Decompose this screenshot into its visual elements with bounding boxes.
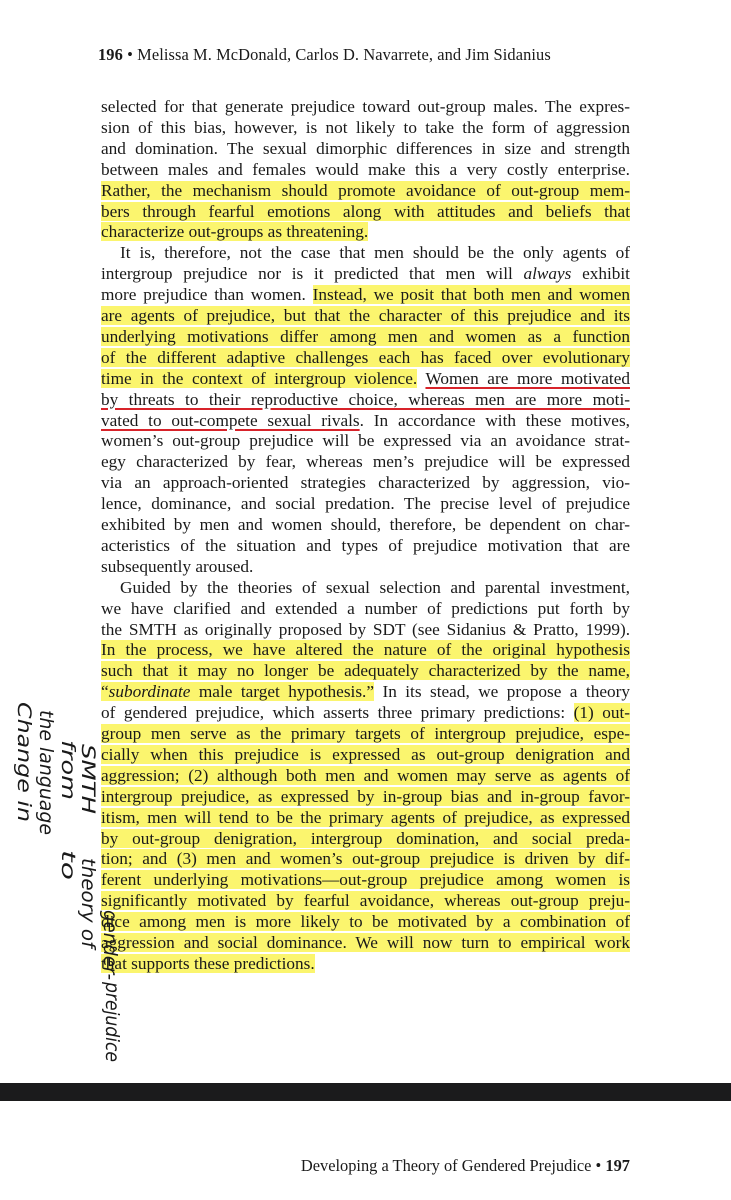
italic-text: always	[523, 264, 572, 284]
text-line	[101, 160, 630, 180]
text-line	[101, 933, 630, 953]
text-line	[101, 599, 630, 619]
text-line	[101, 139, 630, 159]
highlighted-text: by out-group denigration, intergroup domination, and social preda-	[101, 828, 630, 848]
highlighted-text: “	[101, 682, 109, 702]
highlighted-text: aggression; (2) although both men and women may serve as agents of	[101, 765, 630, 785]
text-line	[101, 118, 630, 138]
highlighted-text: Rather, the mechanism should promote avoidance of out-group mem-	[101, 180, 630, 200]
handwritten-note-line: Change in	[13, 702, 35, 799]
text-run: the SMTH as originally proposed by SDT (see Sidanius & Pratto, 1999).	[101, 619, 630, 639]
text-run: acteristics of the situation and types of prejudice motivation that are	[101, 535, 630, 555]
highlighted-text: In the process, we have altered the nature of the original hypothesis	[101, 640, 630, 660]
text-line	[101, 620, 630, 640]
handwritten-note-line: the language	[35, 710, 57, 836]
text-line	[101, 557, 630, 577]
text-line	[101, 849, 630, 869]
highlighted-text: Instead, we posit that both men and women	[312, 285, 630, 305]
highlighted-italic-text: subordinate	[108, 682, 191, 702]
footer-title: Developing a Theory of Gendered Prejudice	[300, 1156, 592, 1175]
text-line	[101, 829, 630, 849]
running-foot	[301, 1156, 630, 1176]
text-line	[120, 578, 630, 598]
text-line	[101, 431, 630, 451]
text-line	[101, 808, 630, 828]
text-run: In its stead, we propose a theory	[374, 682, 630, 702]
text-line	[101, 327, 630, 347]
text-run: and domination. The sexual dimorphic differences in size and strength	[101, 138, 630, 158]
footer-page-number: 197	[605, 1156, 630, 1175]
highlighted-text: intergroup prejudice, as expressed by in-group bias and in-group favor-	[101, 786, 630, 806]
text-run: intergroup prejudice nor is it predicted that men will	[101, 264, 524, 284]
text-line	[101, 912, 630, 932]
text-line	[101, 390, 630, 410]
handwritten-note-line: to	[57, 850, 79, 870]
text-line	[101, 724, 630, 744]
text-run: subsequently aroused.	[101, 556, 254, 576]
highlighted-text: are agents of prejudice, but that the character of this prejudice and its	[101, 306, 630, 325]
text-run: of gendered prejudice, which asserts three primary predictions:	[101, 703, 574, 723]
text-run: between males and females would make this a very costly enterprise.	[101, 159, 630, 179]
underlined-text: vated to out-compete sexual rivals	[101, 410, 360, 430]
text-run: . In accordance with these motives,	[359, 410, 630, 430]
page-divider	[0, 1083, 731, 1101]
highlighted-text: characterize out-groups as threatening.	[101, 222, 369, 242]
handwritten-note-line: theory of	[77, 858, 99, 945]
text-line	[101, 202, 630, 222]
text-run: lence, dominance, and social predation. The precise level of prejudice	[101, 494, 630, 514]
text-run: exhibit	[571, 264, 630, 284]
header-authors: Melissa M. McDonald, Carlos D. Navarrete, and Jim Sidanius	[137, 45, 551, 64]
text-line	[101, 745, 630, 765]
text-run: Guided by the theories of sexual selection and parental investment,	[120, 577, 630, 597]
text-run: It is, therefore, not the case that men should be the only agents of	[120, 243, 630, 263]
text-run: we have clarified and extended a number of predictions put forth by	[101, 598, 630, 618]
header-bullet: •	[127, 45, 133, 64]
text-line	[101, 682, 630, 702]
text-run: more prejudice than women.	[101, 285, 313, 305]
text-run: selected for that generate prejudice toward out-group males. The expres-	[101, 97, 630, 116]
header-page-number: 196	[98, 45, 123, 64]
highlighted-text: that supports these predictions.	[101, 953, 315, 973]
text-line	[101, 369, 630, 389]
text-line	[101, 473, 630, 493]
handwritten-margin-note	[0, 700, 123, 1071]
text-run: via an approach-oriented strategies characterized by aggression, vio-	[101, 473, 630, 493]
underlined-text: by threats to their reproductive choice, whereas men are more moti-	[101, 389, 630, 409]
text-line	[101, 264, 630, 284]
text-line	[101, 870, 630, 890]
highlighted-text: dice among men is more likely to be motivated by a combination of	[101, 912, 630, 932]
text-line	[101, 954, 630, 974]
text-line	[101, 640, 630, 660]
highlighted-text: itism, men will tend to be the primary agents of prejudice, as expressed	[101, 807, 630, 827]
highlighted-text: ferent underlying motivations—out-group prejudice among women is	[101, 870, 630, 890]
handwritten-note-line: from	[57, 740, 79, 785]
text-line	[101, 661, 630, 681]
text-line	[101, 494, 630, 514]
text-line	[120, 243, 630, 263]
handwritten-note-line: gender-	[99, 910, 121, 984]
text-line	[101, 97, 630, 117]
highlighted-text: of the different adaptive challenges each has faced over evolutionary	[101, 347, 630, 367]
highlighted-text: (1) out-	[573, 703, 630, 723]
highlighted-text: significantly motivated by fearful avoidance, whereas out-group preju-	[101, 891, 630, 911]
text-line	[101, 348, 630, 368]
text-line	[101, 536, 630, 556]
text-line	[101, 452, 630, 472]
highlighted-text: bers through fearful emotions along with attitudes and beliefs that	[101, 201, 630, 221]
text-run: egy characterized by fear, whereas men’s prejudice will be expressed	[101, 452, 630, 472]
highlighted-text: cially when this prejudice is expressed as out-group denigration and	[101, 744, 630, 764]
text-line	[101, 411, 630, 431]
footer-bullet: •	[595, 1156, 602, 1175]
highlighted-text: underlying motivations differ among men and women as a function	[101, 326, 630, 346]
handwritten-note-line: SMTH	[77, 744, 99, 799]
text-line	[101, 285, 630, 305]
handwritten-note-line: prejudice	[101, 982, 123, 1071]
text-run: exhibited by men and women should, therefore, be dependent on char-	[101, 515, 630, 534]
text-line	[101, 891, 630, 911]
highlighted-text: male target hypothesis.”	[190, 682, 375, 702]
text-line	[101, 703, 630, 723]
text-run: sion of this bias, however, is not likely to take the form of aggression	[101, 117, 630, 137]
highlighted-text: group men serve as the primary targets of intergroup prejudice, espe-	[101, 724, 630, 743]
text-line	[101, 766, 630, 786]
highlighted-text: tion; and (3) men and women’s out-group prejudice is driven by dif-	[101, 849, 630, 869]
highlighted-text: time in the context of intergroup violence.	[101, 368, 418, 388]
highlighted-text: aggression and social dominance. We will now turn to empirical work	[101, 933, 630, 952]
text-run: women’s out-group prejudice will be expressed via an avoidance strat-	[101, 431, 630, 451]
text-line	[101, 787, 630, 807]
text-line	[101, 306, 630, 326]
page-197	[0, 1101, 731, 1200]
highlighted-text: such that it may no longer be adequately characterized by the name,	[101, 661, 630, 681]
underlined-text: Women are more motivated	[425, 368, 630, 388]
text-line	[101, 222, 630, 242]
text-line	[101, 515, 630, 535]
text-line	[101, 181, 630, 201]
